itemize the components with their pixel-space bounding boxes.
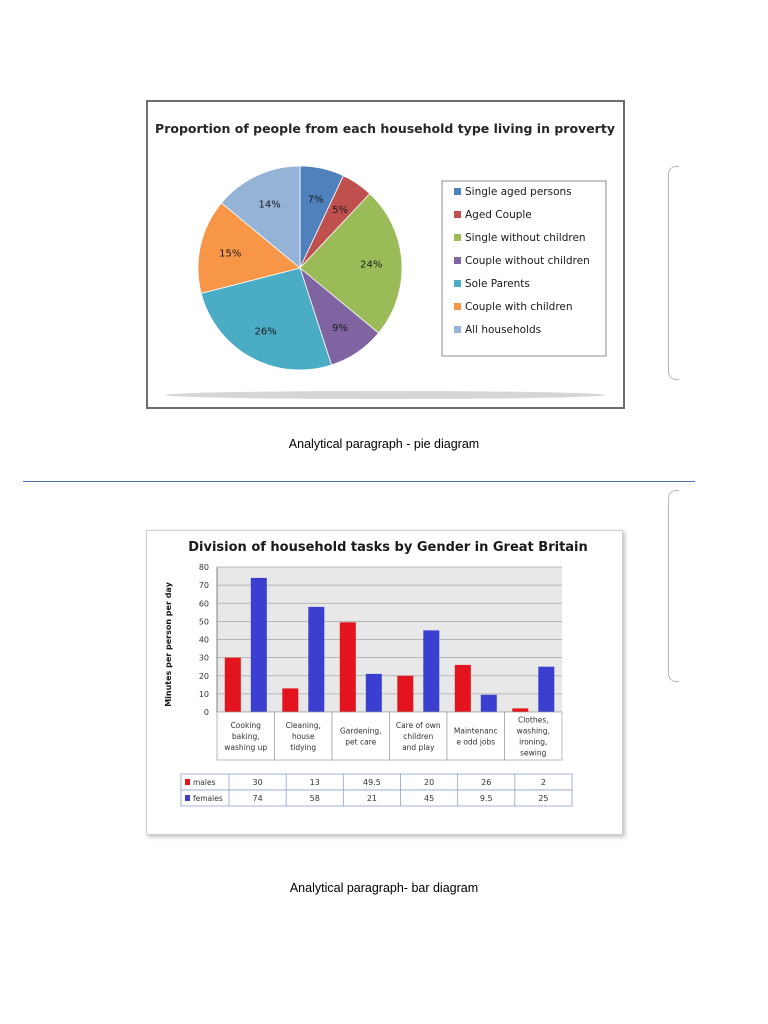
table-value: 74 xyxy=(252,794,263,803)
pie-chart xyxy=(148,102,623,407)
table-value: 13 xyxy=(309,778,320,787)
legend-label: All households xyxy=(465,324,542,336)
table-value: 45 xyxy=(423,794,435,803)
category-label: baking, xyxy=(231,732,260,741)
category-label: and play xyxy=(402,743,435,752)
bar-females xyxy=(481,695,497,712)
table-value: 2 xyxy=(540,778,546,787)
bar-females xyxy=(366,674,382,712)
category-label: pet care xyxy=(345,737,377,747)
pie-slice-label: 14% xyxy=(258,199,281,211)
category-label: ironing, xyxy=(519,737,548,747)
table-value: 49.5 xyxy=(363,778,381,787)
y-tick-label: 10 xyxy=(198,689,209,699)
legend-label: Couple with children xyxy=(465,301,573,313)
category-label: Clothes, xyxy=(517,715,549,725)
y-tick-label: 80 xyxy=(198,563,209,572)
pie-chart-panel xyxy=(146,100,625,409)
legend-swatch xyxy=(454,188,461,195)
table-value: 58 xyxy=(309,794,320,803)
table-series-name: males xyxy=(193,778,216,787)
table-value: 25 xyxy=(538,794,549,803)
bar-females xyxy=(423,630,439,712)
y-tick-label: 30 xyxy=(198,653,209,663)
category-label: washing, xyxy=(516,726,550,736)
y-tick-label: 60 xyxy=(198,599,209,609)
pie-slice-label: 5% xyxy=(332,204,349,216)
table-value: 9.5 xyxy=(479,794,493,803)
pie-slice-label: 9% xyxy=(332,323,349,335)
legend-swatch xyxy=(454,234,461,241)
category-label: house xyxy=(291,732,315,741)
bar-males xyxy=(340,622,356,712)
bar-males xyxy=(455,665,471,712)
legend-label: Single without children xyxy=(465,232,586,244)
section-divider xyxy=(23,481,695,482)
side-bracket-top xyxy=(668,166,679,380)
pie-slice-label: 7% xyxy=(307,194,324,206)
y-tick-label: 20 xyxy=(198,671,209,681)
bar-chart-panel xyxy=(146,530,623,835)
category-label: Cooking xyxy=(230,721,261,730)
legend-label: Aged Couple xyxy=(465,209,532,221)
bar-males xyxy=(512,708,528,712)
table-value: 26 xyxy=(481,778,492,787)
table-value: 20 xyxy=(423,778,435,787)
y-tick-label: 40 xyxy=(198,635,209,645)
side-bracket-bottom xyxy=(668,490,679,682)
legend-swatch xyxy=(454,303,461,310)
bar-title: Division of household tasks by Gender in Great Britain xyxy=(188,540,588,555)
y-axis-label: Minutes per person per day xyxy=(164,582,173,707)
bar-chart xyxy=(147,531,622,834)
pie-caption: Analytical paragraph - pie diagram xyxy=(288,437,480,451)
category-label: tidying xyxy=(290,743,317,752)
bar-females xyxy=(251,578,267,712)
bar-males xyxy=(397,676,413,712)
bar-females xyxy=(308,607,324,712)
category-label: children xyxy=(403,732,434,741)
pie-slice-label: 15% xyxy=(219,248,242,260)
table-value: 30 xyxy=(252,778,263,787)
pie-panel-shadow xyxy=(165,391,605,399)
category-label: Care of own xyxy=(395,721,441,730)
bar-females xyxy=(538,667,554,712)
table-legend-swatch xyxy=(185,779,190,785)
pie-slice-label: 26% xyxy=(254,326,277,338)
pie-legend xyxy=(442,181,606,356)
y-tick-label: 0 xyxy=(203,708,209,717)
bar-males xyxy=(225,658,241,712)
table-legend-swatch xyxy=(185,795,190,801)
y-tick-label: 70 xyxy=(198,581,209,591)
category-label: washing up xyxy=(224,743,268,752)
category-label: Gardening, xyxy=(340,726,382,736)
y-tick-label: 50 xyxy=(198,617,209,627)
legend-label: Single aged persons xyxy=(465,186,572,198)
category-label: sewing xyxy=(520,748,547,758)
pie-slice-label: 24% xyxy=(360,259,383,271)
category-label: Cleaning, xyxy=(285,721,321,730)
legend-label: Couple without children xyxy=(465,255,590,267)
category-label: Maintenanc xyxy=(453,726,498,736)
legend-swatch xyxy=(454,257,461,264)
bar-males xyxy=(282,688,298,712)
legend-swatch xyxy=(454,211,461,218)
table-value: 21 xyxy=(366,794,378,803)
category-cell xyxy=(447,712,505,760)
bar-caption: Analytical paragraph- bar diagram xyxy=(289,881,479,895)
category-label: e odd jobs xyxy=(456,737,496,747)
table-series-name: females xyxy=(193,794,223,803)
pie-title: Proportion of people from each household type living in proverty xyxy=(155,121,615,136)
legend-swatch xyxy=(454,326,461,333)
legend-label: Sole Parents xyxy=(465,278,530,290)
category-cell xyxy=(332,712,390,760)
legend-swatch xyxy=(454,280,461,287)
